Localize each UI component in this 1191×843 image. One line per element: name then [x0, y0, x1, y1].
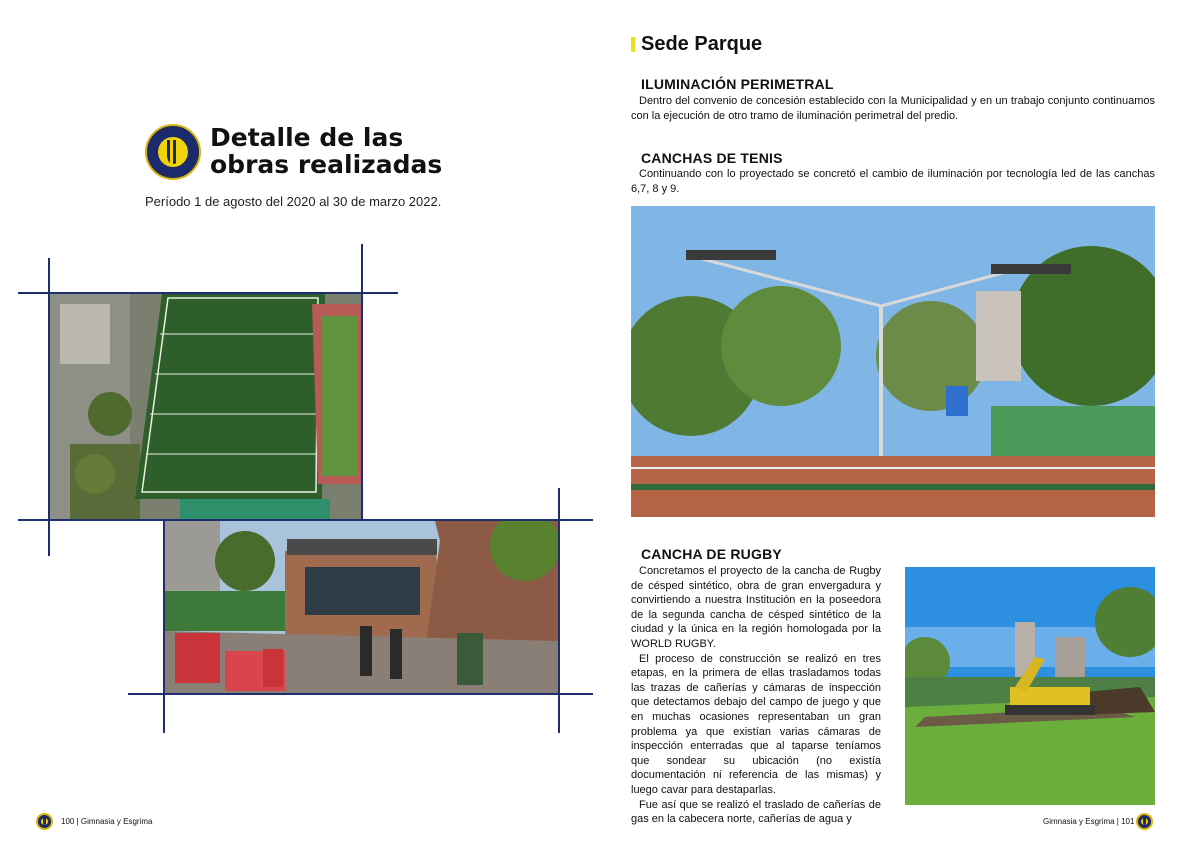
- section-accent-bar: [631, 37, 635, 52]
- section-title: Sede Parque: [641, 33, 763, 55]
- paragraph: Dentro del convenio de concesión establecido con la Municipalidad y en un trabajo conjunto continuamos con la ejecución de otro tramo de iluminación perimetral del predio.: [631, 95, 1155, 122]
- tennis-courts-photo: [631, 206, 1155, 517]
- heading-tenis: CANCHAS DE TENIS: [641, 150, 783, 166]
- frame-line: [361, 244, 363, 522]
- page-title-line-2: obras realizadas: [210, 150, 443, 179]
- rugby-construction-photo: [905, 567, 1155, 805]
- footer-left: 100 | Gimnasia y Esgrima: [61, 817, 153, 826]
- paragraph: Fue así que se realizó el traslado de cañerías de gas en la cabecera norte, cañerías de agua y: [631, 798, 881, 826]
- body-iluminacion: [631, 94, 1155, 123]
- footer-logo-right: [1136, 813, 1153, 830]
- body-tenis: [631, 167, 1155, 196]
- frame-line: [128, 693, 593, 695]
- page-title: [210, 124, 470, 178]
- club-logo: [145, 124, 201, 180]
- body-rugby: [631, 564, 881, 827]
- frame-line: [558, 488, 560, 733]
- heading-iluminacion: ILUMINACIÓN PERIMETRAL: [641, 76, 834, 92]
- footer-right: Gimnasia y Esgrima | 101: [1043, 817, 1135, 826]
- paragraph: Concretamos el proyecto de la cancha de Rugby de césped sintético, obra de gran envergadura y convirtiendo a nuestra Institución en la poseedora de la segunda cancha de césped sintético de la ciudad y la única en la región homologada por la WORLD RUGBY.: [631, 565, 881, 650]
- heading-rugby: CANCHA DE RUGBY: [641, 546, 782, 562]
- paragraph: Continuando con lo proyectado se concretó el cambio de iluminación por tecnología led de las canchas 6,7, 8 y 9.: [631, 168, 1155, 195]
- clubhouse-patio-photo: [165, 521, 558, 693]
- period-text: Período 1 de agosto del 2020 al 30 de marzo 2022.: [145, 194, 442, 209]
- page-title-line-1: Detalle de las: [210, 123, 404, 152]
- aerial-rugby-field-photo: [50, 294, 361, 519]
- paragraph: El proceso de construcción se realizó en tres etapas, en la primera de ellas trasladamos todas las trazas de cañerías y cámaras de inspección que detectamos debajo del campo de juego y que en muchas ocasiones representaban un gran problema ya que existían varias cámaras de inspección enterradas que al taparse teníamos que sondear su ubicación (no existía documentación ni referencia de las mismas) y luego cavar para destaparlas.: [631, 652, 881, 796]
- footer-logo-left: [36, 813, 53, 830]
